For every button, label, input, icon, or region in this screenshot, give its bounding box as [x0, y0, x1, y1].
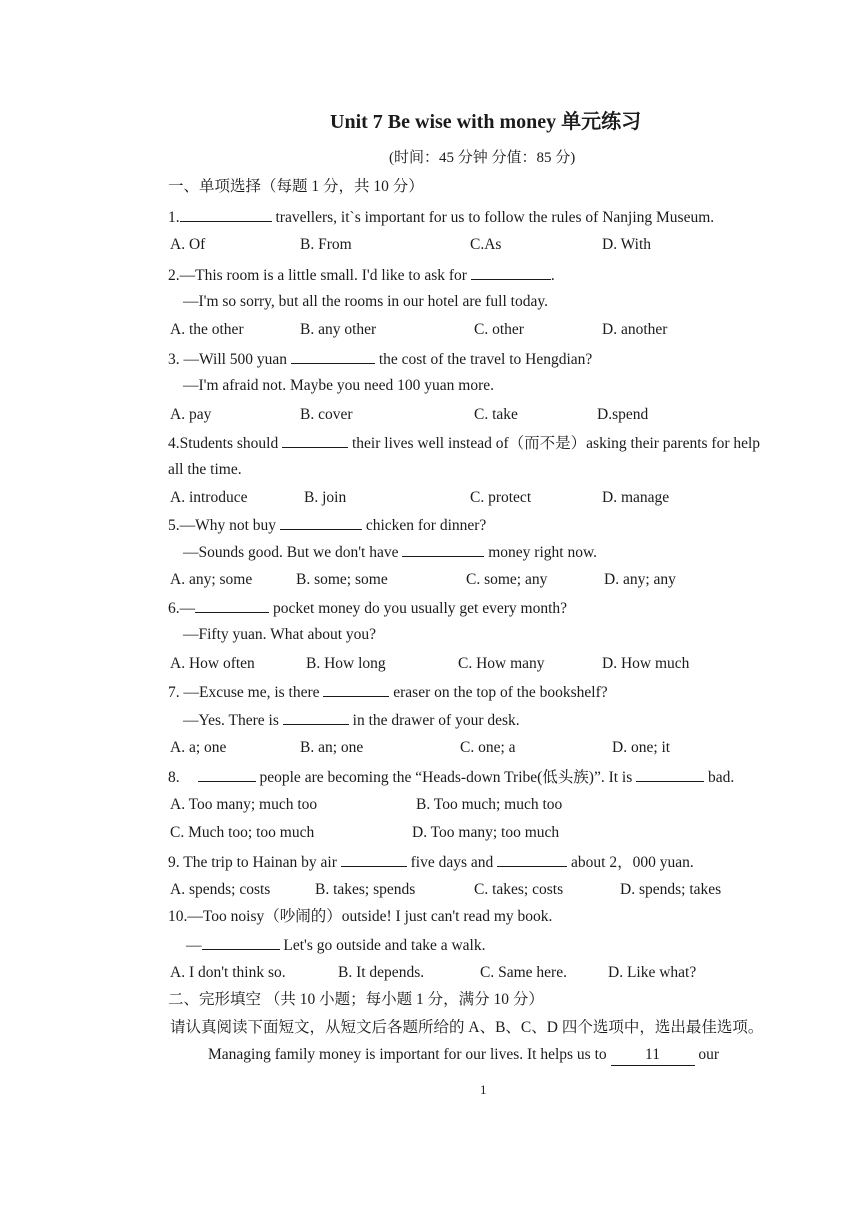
answer-blank — [280, 514, 362, 530]
q1-option-c: C.As — [470, 236, 502, 253]
q1-option-a: A. Of — [170, 236, 206, 253]
q1-option-b: B. From — [300, 236, 352, 253]
q10-option-c: C. Same here. — [480, 964, 567, 981]
passage-text: Managing family money is important for our lives. It helps us to 11 our — [208, 1045, 719, 1066]
question-3: 3. —Will 500 yuan the cost of the travel to Hengdian? — [168, 348, 592, 370]
answer-blank — [282, 432, 348, 448]
answer-blank — [198, 766, 256, 782]
page-number: 1 — [480, 1082, 487, 1097]
question-7: 7. —Excuse me, is there eraser on the top of the bookshelf? — [168, 681, 608, 703]
q3-option-d: D.spend — [597, 406, 649, 423]
q9-option-d: D. spends; takes — [620, 881, 722, 898]
q2-option-c: C. other — [474, 321, 524, 338]
q10-option-d: D. Like what? — [608, 964, 697, 981]
q5-option-b: B. some; some — [296, 571, 388, 588]
q3-option-c: C. take — [474, 406, 518, 423]
question-2-reply: —I'm so sorry, but all the rooms in our hotel are full today. — [183, 293, 548, 310]
answer-blank — [323, 681, 389, 697]
q6-option-b: B. How long — [306, 655, 386, 672]
q8-option-c: C. Much too; too much — [170, 824, 315, 841]
page-subtitle: (时间：45 分钟 分值：85 分) — [389, 150, 576, 166]
page-title: Unit 7 Be wise with money 单元练习 — [330, 111, 642, 133]
question-3-reply: —I'm afraid not. Maybe you need 100 yuan more. — [183, 377, 494, 394]
question-7-reply: —Yes. There is in the drawer of your desk. — [183, 709, 520, 731]
question-1: 1. travellers, it`s important for us to follow the rules of Nanjing Museum. — [168, 206, 714, 228]
question-5-reply: —Sounds good. But we don't have money right now. — [183, 541, 597, 563]
q4-option-a: A. introduce — [170, 489, 248, 506]
question-10-reply: — Let's go outside and take a walk. — [186, 934, 485, 956]
q2-option-a: A. the other — [170, 321, 244, 338]
question-5: 5.—Why not buy chicken for dinner? — [168, 514, 486, 536]
q4-option-d: D. manage — [602, 489, 670, 506]
answer-blank — [636, 766, 704, 782]
section-2-heading: 二、完形填空 （共 10 小题；每小题 1 分，满分 10 分） — [168, 991, 544, 1008]
question-6: 6.— pocket money do you usually get every month? — [168, 597, 567, 619]
q7-option-d: D. one; it — [612, 739, 671, 756]
answer-blank — [180, 206, 272, 222]
q5-option-d: D. any; any — [604, 571, 676, 588]
q1-option-d: D. With — [602, 236, 652, 253]
q8-option-a: A. Too many; much too — [170, 796, 318, 813]
answer-blank — [497, 851, 567, 867]
question-2: 2.—This room is a little small. I'd like to ask for . — [168, 264, 555, 286]
q3-option-b: B. cover — [300, 406, 353, 423]
answer-blank — [291, 348, 375, 364]
section-2-instruction: 请认真阅读下面短文，从短文后各题所给的 A、B、C、D 四个选项中，选出最佳选项。 — [170, 1019, 764, 1036]
q10-option-a: A. I don't think so. — [170, 964, 286, 981]
q7-option-c: C. one; a — [460, 739, 516, 756]
q4-option-c: C. protect — [470, 489, 532, 506]
q2-option-d: D. another — [602, 321, 668, 338]
q2-option-b: B. any other — [300, 321, 377, 338]
answer-blank — [195, 597, 269, 613]
q9-option-a: A. spends; costs — [170, 881, 271, 898]
q6-option-d: D. How much — [602, 655, 690, 672]
question-4: 4.Students should their lives well instead of（而不是）asking their parents for help — [168, 432, 760, 454]
question-8: 8. people are becoming the “Heads-down Tribe(低头族)”. It is bad. — [168, 766, 734, 788]
question-4-continued: all the time. — [168, 461, 242, 478]
answer-blank — [471, 264, 551, 280]
answer-blank — [402, 541, 484, 557]
section-1-heading: 一、单项选择（每题 1 分，共 10 分） — [168, 178, 424, 195]
q5-option-a: A. any; some — [170, 571, 253, 588]
cloze-blank-11: 11 — [611, 1045, 695, 1066]
q3-option-a: A. pay — [170, 406, 212, 423]
answer-blank — [202, 934, 280, 950]
q8-option-b: B. Too much; much too — [416, 796, 563, 813]
q8-option-d: D. Too many; too much — [412, 824, 560, 841]
q6-option-a: A. How often — [170, 655, 255, 672]
question-10: 10.—Too noisy（吵闹的）outside! I just can't read my book. — [168, 908, 553, 925]
q7-option-b: B. an; one — [300, 739, 364, 756]
q10-option-b: B. It depends. — [338, 964, 425, 981]
q9-option-c: C. takes; costs — [474, 881, 564, 898]
question-9: 9. The trip to Hainan by air five days and about 2，000 yuan. — [168, 851, 694, 873]
answer-blank — [341, 851, 407, 867]
q9-option-b: B. takes; spends — [315, 881, 416, 898]
q6-option-c: C. How many — [458, 655, 545, 672]
answer-blank — [283, 709, 349, 725]
q5-option-c: C. some; any — [466, 571, 548, 588]
q7-option-a: A. a; one — [170, 739, 227, 756]
q4-option-b: B. join — [304, 489, 347, 506]
question-6-reply: —Fifty yuan. What about you? — [183, 626, 377, 643]
